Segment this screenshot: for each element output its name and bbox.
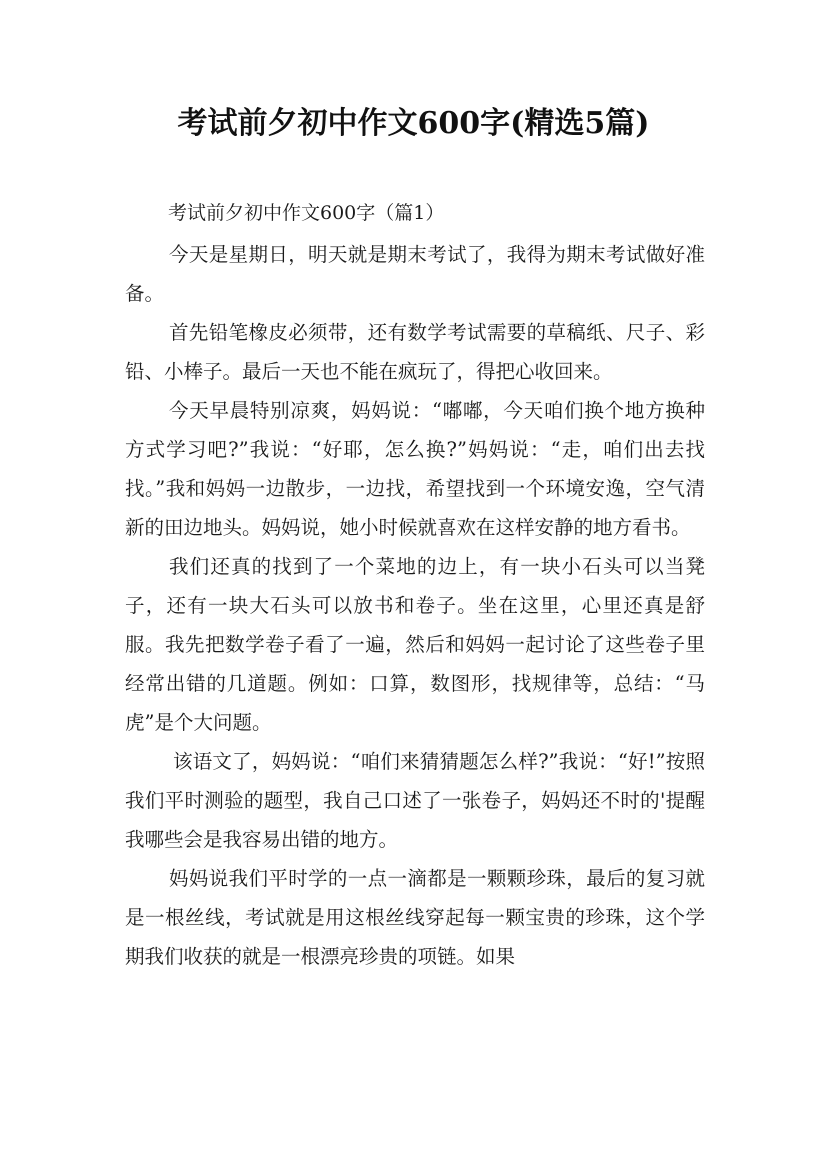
paragraph: 我们还真的找到了一个菜地的边上，有一块小石头可以当凳子，还有一块大石头可以放书和卷子。坐在这里，心里还真是舒服。我先把数学卷子看了一遍，然后和妈妈一起讨论了这些卷子里经常出错的几道题。例如：口算，数图形，找规律等，总结：“马虎”是个大问题。 xyxy=(125,555,705,734)
essay-body xyxy=(125,235,705,976)
paragraph: 今天是星期日，明天就是期末考试了，我得为期末考试做好准备。 xyxy=(125,243,705,305)
paragraph: 首先铅笔橡皮必须带，还有数学考试需要的草稿纸、尺子、彩铅、小棒子。最后一天也不能在疯玩了，得把心收回来。 xyxy=(125,321,705,383)
document-title: 考试前夕初中作文600字(精选5篇) xyxy=(177,106,650,141)
paragraph: 今天早晨特别凉爽，妈妈说：“嘟嘟，今天咱们换个地方换种方式学习吧?”我说：“好耶，怎么换?”妈妈说：“走，咱们出去找找。”我和妈妈一边散步，一边找，希望找到一个环境安逸，空气清新的田边地头。妈妈说，她小时候就喜欢在这样安静的地方看书。 xyxy=(125,399,705,539)
section-heading: 考试前夕初中作文600字（篇1） xyxy=(168,202,445,224)
paragraph: 该语文了，妈妈说：“咱们来猜猜题怎么样?”我说：“好!”按照我们平时测验的题型，我自己口述了一张卷子，妈妈还不时的'提醒我哪些会是我容易出错的地方。 xyxy=(125,750,705,851)
paragraph: 妈妈说我们平时学的一点一滴都是一颗颗珍珠，最后的复习就是一根丝线，考试就是用这根丝线穿起每一颗宝贵的珍珠，这个学期我们收获的就是一根漂亮珍贵的项链。如果 xyxy=(125,867,705,968)
